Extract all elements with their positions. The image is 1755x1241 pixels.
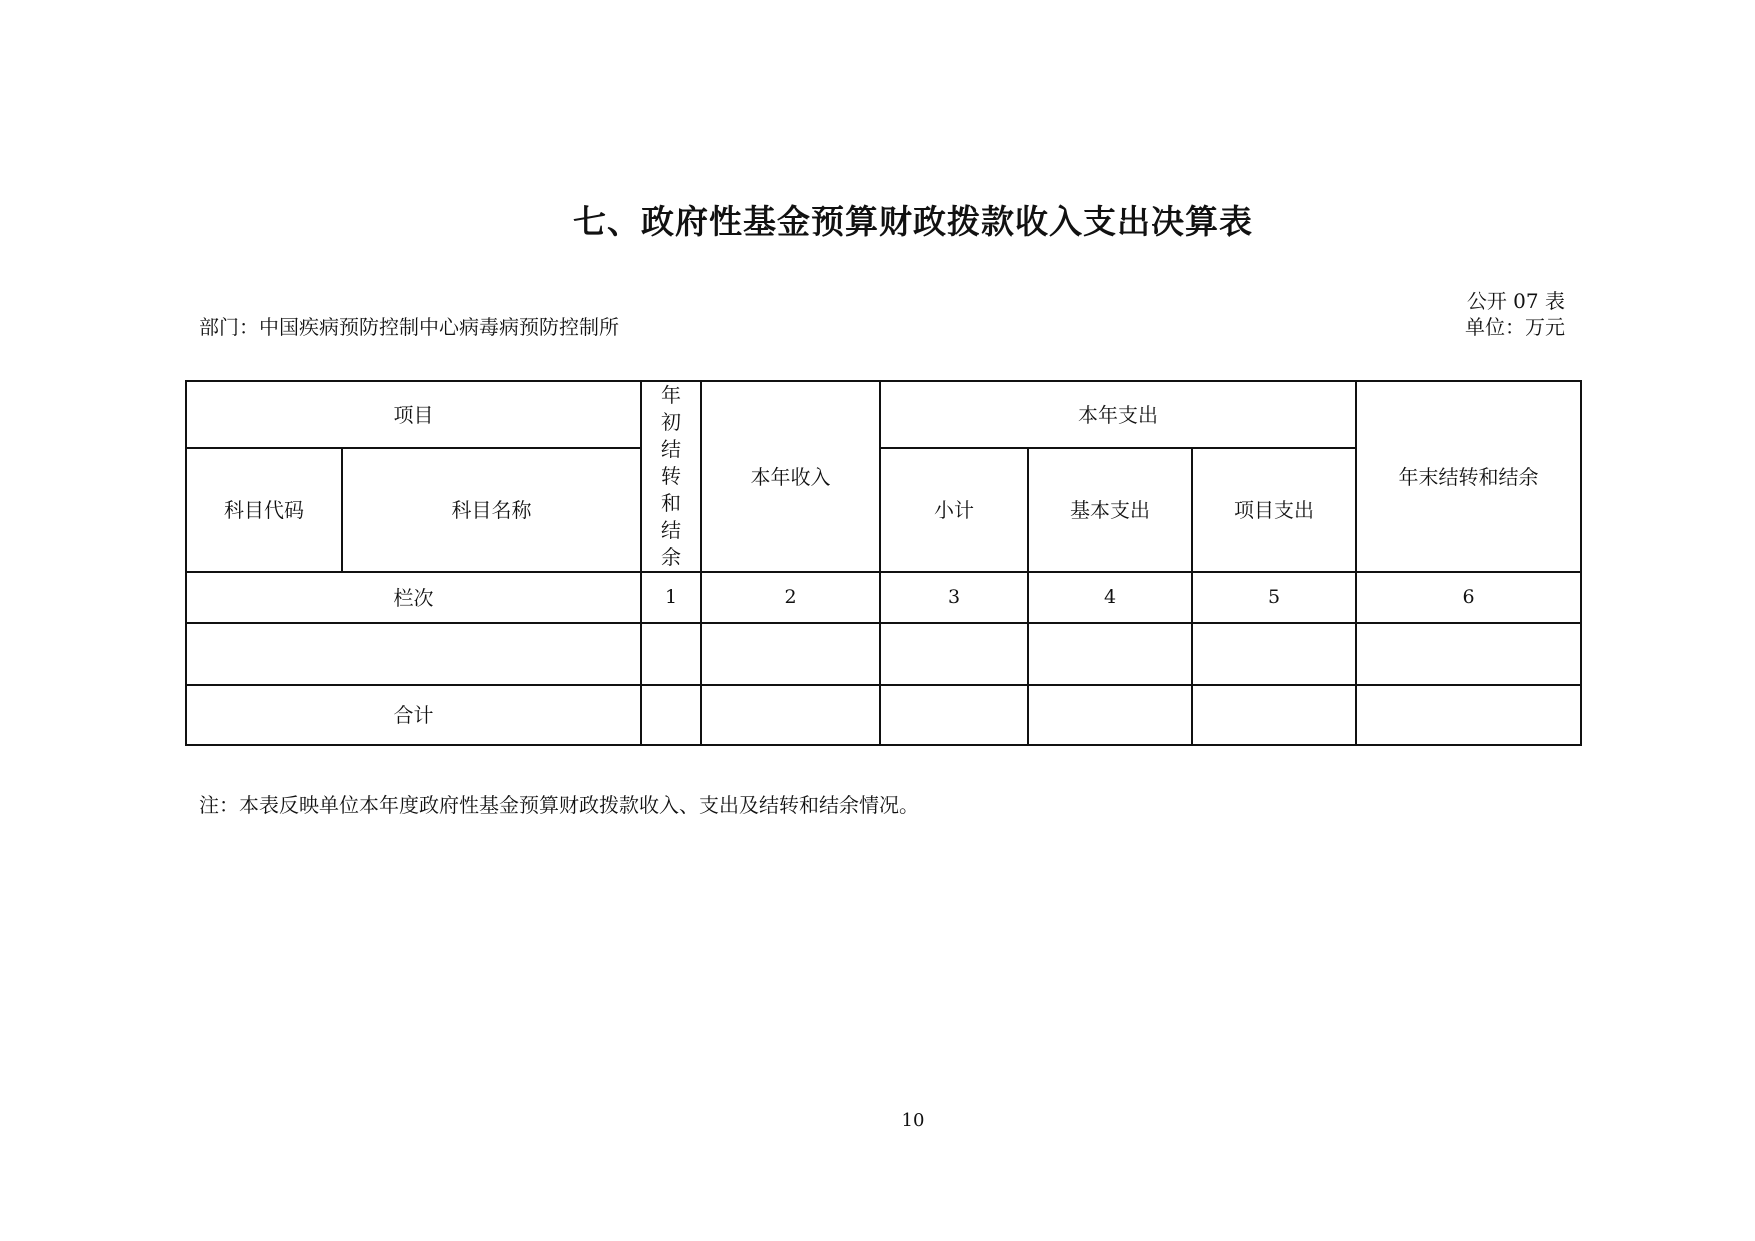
total-cell — [701, 685, 880, 745]
budget-table — [185, 380, 1582, 746]
empty-cell — [186, 623, 641, 685]
empty-cell — [880, 623, 1028, 685]
page-number: 10 — [901, 1110, 925, 1131]
header-opening-char: 结 — [661, 437, 681, 461]
column-index-1: 1 — [641, 572, 701, 623]
total-row — [186, 685, 1581, 745]
header-subject-name: 科目名称 — [342, 448, 641, 572]
empty-cell — [1192, 623, 1356, 685]
header-opening-balance — [641, 381, 701, 572]
empty-cell — [701, 623, 880, 685]
header-opening-char: 转 — [661, 464, 681, 488]
department-label: 部门：中国疾病预防控制中心病毒病预防控制所 — [199, 315, 619, 339]
header-opening-char: 余 — [661, 545, 681, 569]
unit-label: 单位：万元 — [1465, 315, 1565, 339]
empty-cell — [641, 623, 701, 685]
total-cell — [1028, 685, 1192, 745]
header-subject-code: 科目代码 — [186, 448, 342, 572]
header-opening-char: 年 — [661, 383, 681, 407]
total-cell — [1192, 685, 1356, 745]
header-current-expense: 本年支出 — [880, 381, 1356, 448]
total-label: 合计 — [186, 685, 641, 745]
table-row — [186, 623, 1581, 685]
header-basic-expense: 基本支出 — [1028, 448, 1192, 572]
page-title: 七、政府性基金预算财政拨款收入支出决算表 — [573, 202, 1253, 241]
header-project-expense: 项目支出 — [1192, 448, 1356, 572]
header-opening-char: 和 — [661, 491, 681, 515]
header-item: 项目 — [186, 381, 641, 448]
header-opening-char: 结 — [661, 518, 681, 542]
empty-cell — [1028, 623, 1192, 685]
column-index-6: 6 — [1356, 572, 1581, 623]
empty-cell — [1356, 623, 1581, 685]
header-closing-balance: 年末结转和结余 — [1356, 381, 1581, 572]
column-index-4: 4 — [1028, 572, 1192, 623]
column-index-label: 栏次 — [186, 572, 641, 623]
table-code: 公开 07 表 — [1466, 289, 1565, 313]
header-opening-char: 初 — [661, 410, 681, 434]
total-cell — [641, 685, 701, 745]
table-note: 注：本表反映单位本年度政府性基金预算财政拨款收入、支出及结转和结余情况。 — [199, 793, 919, 817]
header-subtotal: 小计 — [880, 448, 1028, 572]
total-cell — [1356, 685, 1581, 745]
column-index-5: 5 — [1192, 572, 1356, 623]
column-index-3: 3 — [880, 572, 1028, 623]
total-cell — [880, 685, 1028, 745]
column-index-2: 2 — [701, 572, 880, 623]
header-current-income: 本年收入 — [701, 381, 880, 572]
